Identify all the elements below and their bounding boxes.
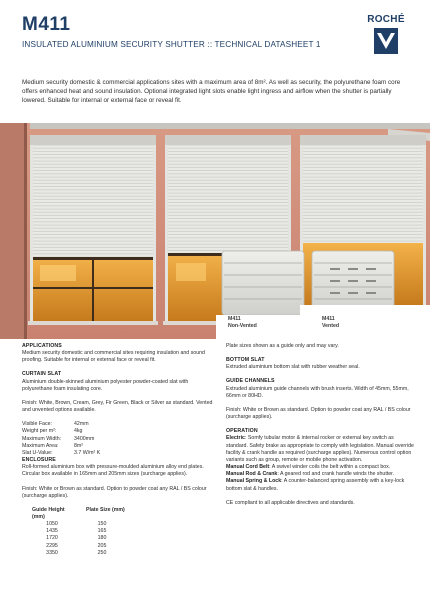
operation-lead: Manual Rod & Crank xyxy=(226,471,278,478)
table-cell: 2295 xyxy=(46,542,58,549)
intro-paragraph: Medium security domestic & commercial applications sites with a maximum area of 8m². As well as security, the polyurethane foam core offers enhanced heat and sound insulation. Optional integrated light slots enable light ingress and airflow when the shutter is partially lowered. Suitable for internal or external face or reveal fit. xyxy=(22,79,401,105)
curtain-slat-text: Aluminium double-skinned aluminium polyester powder-coated slat with polyurethane foam insulating core. xyxy=(22,378,189,392)
ce-compliance-note: CE compliant to all applicable directives and standards. xyxy=(226,499,355,506)
spec-list xyxy=(22,421,218,457)
right-column xyxy=(226,343,416,507)
operation-item xyxy=(226,471,416,478)
sample-type: Non-Vented xyxy=(228,322,257,329)
table-header: Plate Size (mm) xyxy=(86,506,125,513)
table-header: Guide Height (mm) xyxy=(32,506,65,520)
spec-label: Slat U-Value: xyxy=(22,449,53,456)
spec-label: Weight per m²: xyxy=(22,428,57,435)
operation-item xyxy=(226,435,416,464)
logo-chevron-icon xyxy=(374,28,398,54)
curtain-slat-finish: Finish: White, Brown, Cream, Grey, Fir Green, Black or Silver as standard. Vented and unvented options available. xyxy=(22,399,213,414)
sample-label-non-vented xyxy=(228,316,257,329)
table-cell: 205 xyxy=(97,542,107,549)
header xyxy=(0,0,430,66)
model-title: M411 xyxy=(22,14,71,35)
enclosure-finish: Finish: White or Brown as standard. Option to powder coat any RAL / BS colour (surcharge applies). xyxy=(22,485,207,499)
table-cell: 1050 xyxy=(46,521,58,528)
curtain-slat-heading: CURTAIN SLAT xyxy=(22,371,62,378)
table-cell: 150 xyxy=(97,521,107,528)
roche-logo xyxy=(360,14,412,60)
guide-channels-finish: Finish: White or Brown as standard. Option to powder coat any RAL / BS colour (surcharge applies). xyxy=(226,406,411,421)
table-cell: 1720 xyxy=(46,535,58,542)
sample-model: M411 xyxy=(322,316,335,322)
table-cell: 3350 xyxy=(46,549,58,556)
sample-label-vented xyxy=(322,316,339,329)
operation-item xyxy=(226,478,416,492)
spec-value: 42mm xyxy=(74,421,89,428)
spec-value: 4kg xyxy=(74,428,83,435)
operation-text: : A geared rod and crank handle winds the shutter. xyxy=(277,471,395,478)
building-photo xyxy=(0,123,430,339)
operation-text: : A swivel winder coils the belt within a compact box. xyxy=(269,464,391,471)
guide-channels-text: Extruded aluminium guide channels with brush inserts. Width of 45mm, 55mm, 66mm or 80HD. xyxy=(226,385,409,399)
spec-value: 3.7 W/m² K xyxy=(74,449,101,456)
applications-text: Medium security domestic and commercial sites requiring insulation and sound proofing. Suitable for internal or external face or reveal fit. xyxy=(22,350,205,364)
operation-item xyxy=(226,464,416,471)
operation-heading: OPERATION xyxy=(226,428,258,435)
enclosure-text: Roll-formed aluminium box with pressure-moulded aluminium alloy end plates. Circular box available in 165mm and 205mm sizes (surcharge applies). xyxy=(22,464,204,478)
sample-type: Vented xyxy=(322,322,340,329)
table-cell: 180 xyxy=(97,535,107,542)
table-cell: 1435 xyxy=(46,528,58,535)
plate-size-table xyxy=(32,507,218,557)
spec-value: 8m² xyxy=(74,442,84,449)
applications-heading: APPLICATIONS xyxy=(22,343,62,349)
datasheet-subtitle: INSULATED ALUMINIUM SECURITY SHUTTER :: TECHNICAL DATASHEET 1 xyxy=(22,40,321,49)
bottom-slat-text: Extruded aluminium bottom slat with rubber weather seal. xyxy=(226,364,360,371)
logo-wordmark: ROCHÉ xyxy=(367,14,405,25)
operation-lead: Electric xyxy=(226,435,245,442)
guide-channels-heading: GUIDE CHANNELS xyxy=(226,378,275,385)
spec-label: Maximum Area: xyxy=(22,442,59,449)
table-cell: 250 xyxy=(97,549,107,556)
plate-size-note: Plate sizes shown as a guide only and may vary. xyxy=(226,343,339,349)
table-cell: 165 xyxy=(97,528,107,535)
operation-lead: Manual Cord Belt xyxy=(226,464,270,471)
bottom-slat-heading: BOTTOM SLAT xyxy=(226,357,265,364)
sample-model: M411 xyxy=(228,316,241,322)
spec-label: Visible Face: xyxy=(22,421,52,428)
operation-text: : A counter-balanced spring assembly with a key-lock bottom slat & handles. xyxy=(226,478,405,492)
spec-label: Maximum Width: xyxy=(22,435,62,442)
left-column xyxy=(22,343,218,557)
operation-text: : Somfy tubular motor & internal rocker or external key switch as standard. Safety brake as appropriate to comply with legislation. Manual override facility & crank handle as required (surcharge applies). Numerous control option variants such as group, remote or mobile phone activation. xyxy=(226,435,414,463)
operation-lead: Manual Spring & Lock xyxy=(226,478,282,485)
spec-value: 3400mm xyxy=(74,435,95,442)
enclosure-heading: ENCLOSURE xyxy=(22,457,56,464)
building-facade-illustration xyxy=(0,123,430,339)
